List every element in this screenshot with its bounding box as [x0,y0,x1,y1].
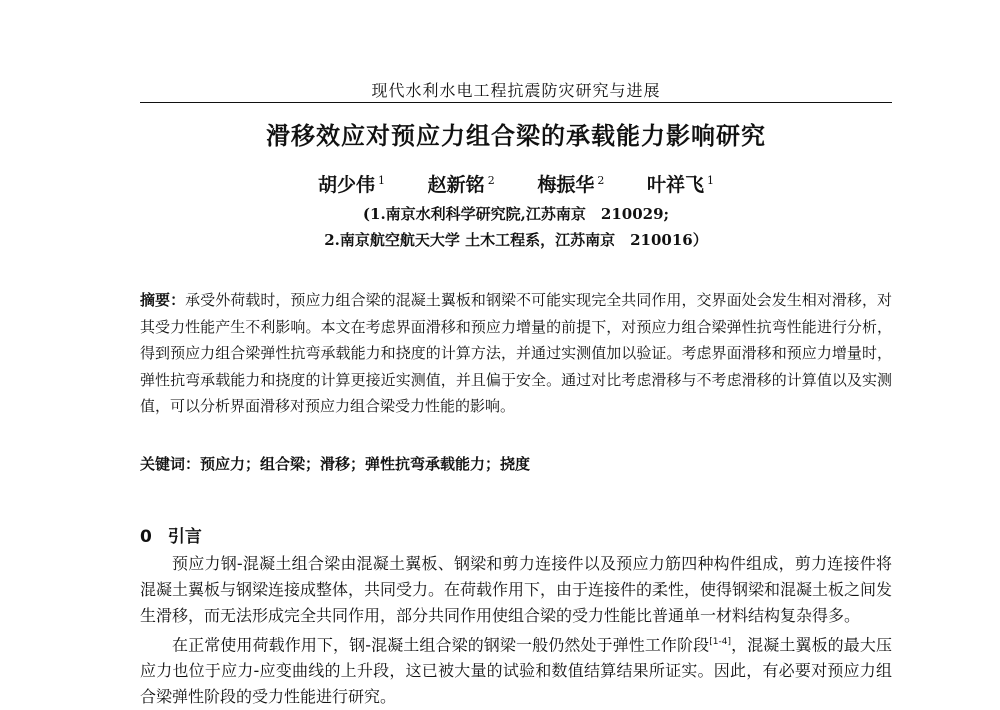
author-affiliation-mark: 1 [706,173,714,187]
keywords-text: 预应力；组合梁；滑移；弹性抗弯承载能力；挠度 [200,455,531,473]
citation: [1-4] [709,637,731,647]
abstract [140,287,892,420]
author-affiliation-mark: 2 [487,173,495,187]
body-text [140,551,892,710]
paragraph-text: 在正常使用荷载作用下，钢-混凝土组合梁的钢梁一般仍然处于弹性工作阶段 [172,635,710,655]
author [647,170,714,197]
author [537,170,604,197]
header-rule [140,102,892,103]
author-name: 胡少伟 [318,174,376,196]
paper-title: 滑移效应对预应力组合梁的承载能力影响研究 [266,122,766,150]
keywords-colon: ： [185,455,201,473]
author-name: 赵新铭 [427,174,485,196]
author [428,170,495,197]
affiliation-1: (1.南京水利科学研究院,江苏南京 210029; [362,205,670,223]
keywords-label: 关键词 [140,455,186,473]
author-name: 梅振华 [537,174,595,196]
section-number: 0 [140,527,152,547]
abstract-text: 承受外荷载时，预应力组合梁的混凝土翼板和钢梁不可能实现完全共同作用，交界面处会发生相对滑移，对其受力性能产生不利影响。本文在考虑界面滑移和预应力增量的前提下，对预应力组合梁弹性抗弯性能进行分析，得到预应力组合梁弹性抗弯承载能力和挠度的计算方法，并通过实测值加以验证。考虑界面滑移和预应力增量时，弹性抗弯承载能力和挠度的计算更接近实测值，并且偏于安全。通过对比考虑滑移与不考虑滑移的计算值以及实测值，可以分析界面滑移对预应力组合梁受力性能的影响。 [140,291,892,415]
paragraph-text: ，混凝土翼板的最大压应力也位于应力-应变曲线的上升段，这已被大量的试验和数值结算结果所证实。因此，有必要对预应力组合梁弹性阶段的受力性能进行研究。 [140,635,892,707]
author-name: 叶祥飞 [646,174,704,196]
running-header: 现代水利水电工程抗震防灾研究与进展 [371,81,661,100]
body-paragraph: 预应力钢-混凝土组合梁由混凝土翼板、钢梁和剪力连接件以及预应力筋四种构件组成，剪力连接件将混凝土翼板与钢梁连接成整体，共同受力。在荷载作用下，由于连接件的柔性，使得钢梁和混凝土板之间发生滑移，而无法形成完全共同作用，部分共同作用使组合梁的受力性能比普通单一材料结构复杂得多。 [140,554,893,625]
abstract-label: 摘要 [140,291,171,309]
section-title: 引言 [167,527,202,547]
author [318,170,385,197]
section-heading [140,522,202,547]
author-affiliation-mark: 2 [597,173,605,187]
author-list [140,170,892,197]
body-paragraph [140,629,892,710]
affiliation-2: 2.南京航空航天大学 土木工程系，江苏南京 210016） [324,231,708,249]
keywords [140,453,892,474]
author-affiliation-mark: 1 [378,173,386,187]
abstract-colon: ： [170,291,186,309]
